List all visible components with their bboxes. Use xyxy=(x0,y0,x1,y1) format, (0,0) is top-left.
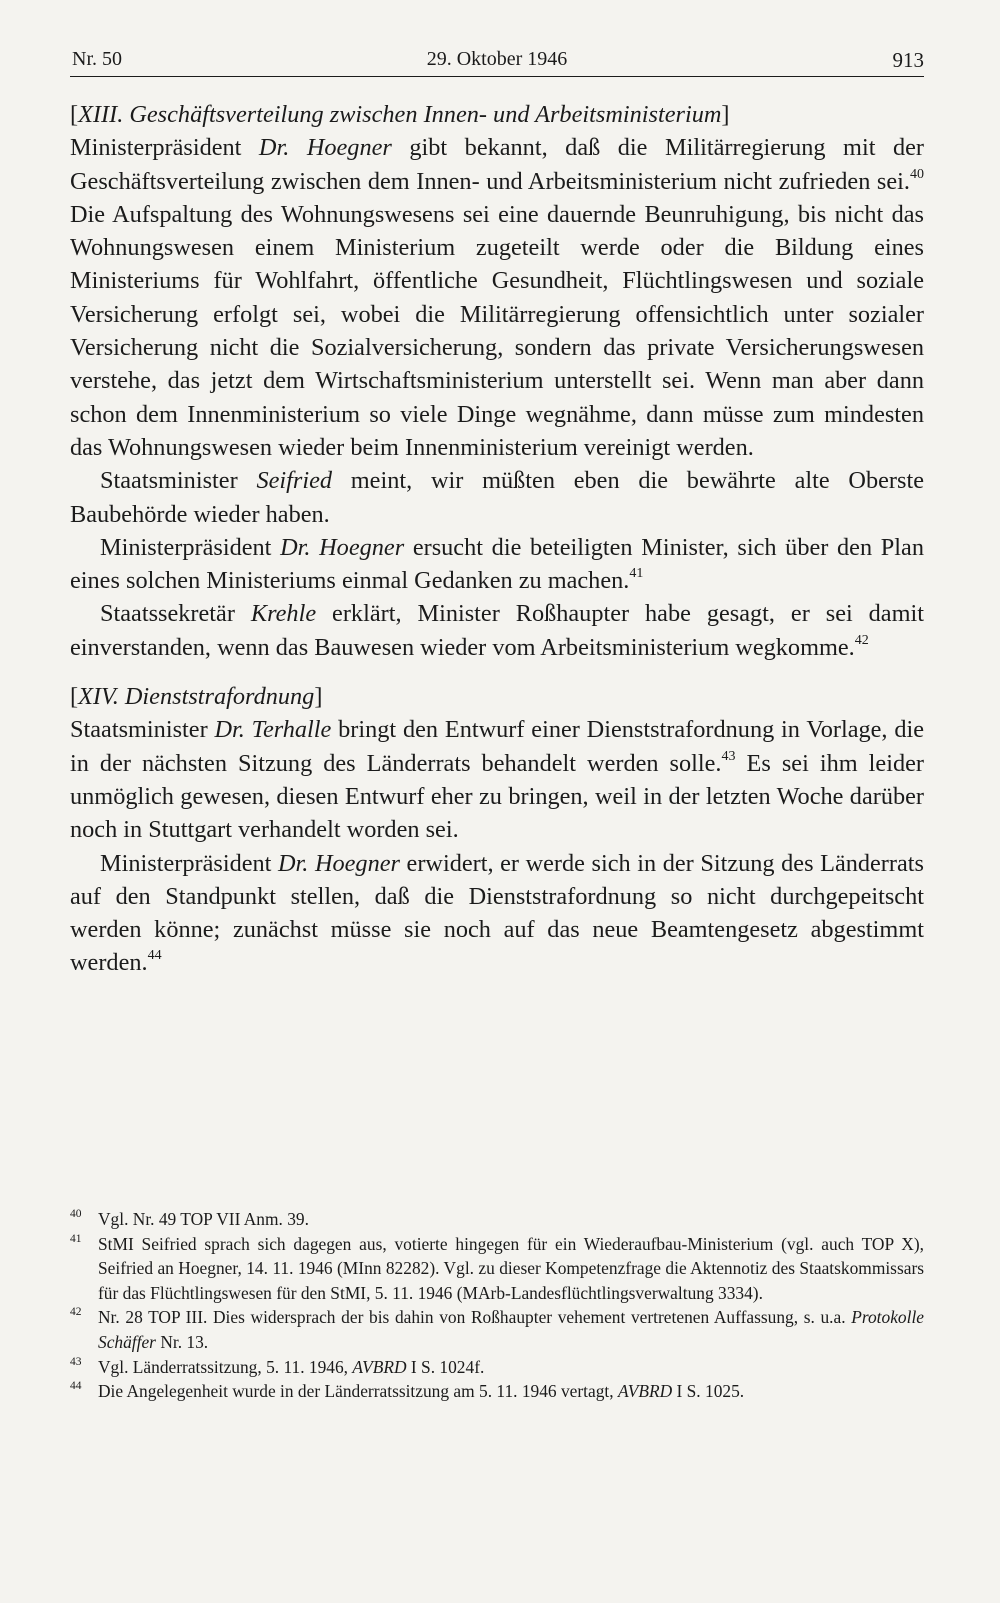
footnote xyxy=(70,1232,924,1306)
header-date: 29. Oktober 1946 xyxy=(426,48,568,70)
bracket-open: [ xyxy=(70,101,79,128)
speaker-name: Seifried xyxy=(256,467,333,495)
text-run: Ministerpräsident xyxy=(70,134,259,162)
paragraph xyxy=(70,464,924,531)
footnote xyxy=(70,1207,924,1232)
speaker-name: Dr. Hoegner xyxy=(258,134,392,162)
footnote-text: I S. 1025. xyxy=(672,1381,745,1402)
page-number: 913 xyxy=(892,48,924,72)
source-title: Protokolle Schäffer xyxy=(98,1307,924,1352)
text-run: Ministerpräsident xyxy=(100,849,278,877)
text-run: Die Aufspaltung des Wohnungswesens sei eine dauernde Beunruhigung, bis nicht das Wohnungswesen einem Ministerium zugeteilt werde oder die Bildung eines Ministeriums für Wohlfahrt, öffentliche Gesundheit, Flüchtlingswesen und soziale Versicherung erfolgt sei, wobei die Militärregierung offensichtlich unter sozialer Versicherung nicht die Sozialversicherung, sondern das private Versicherungswesen verstehe, das jetzt dem Wirtschaftsministerium unterstellt sei. Wenn man aber dann schon dem Innenministerium so viele Dinge wegnähme, dann müsse zum mindesten das Wohnungswesen wieder beim Innenministerium vereinigt werden. xyxy=(70,200,924,461)
footnote xyxy=(70,1355,924,1380)
speaker-name: Dr. Terhalle xyxy=(214,716,332,744)
section-title: XIII. Geschäftsverteilung zwischen Innen- und Arbeitsministerium xyxy=(78,101,722,128)
text-run: erklärt, Minister Roßhaupter habe gesagt, er sei damit einverstanden, wenn das Bauwesen wieder vom Arbeitsministerium wegkomme. xyxy=(70,600,924,661)
paragraph xyxy=(70,847,924,980)
speaker-name: Dr. Hoegner xyxy=(280,533,405,561)
footnote-text: Vgl. Nr. 49 TOP VII Anm. 39. xyxy=(98,1209,309,1229)
footnote-ref: 42 xyxy=(854,632,869,648)
header-rule xyxy=(70,76,924,77)
section-title: XIV. Dienststrafordnung xyxy=(78,683,315,711)
text-run: Staatssekretär xyxy=(100,600,251,628)
paragraph xyxy=(70,597,924,664)
bracket-open: [ xyxy=(70,683,79,711)
footnote-ref: 40 xyxy=(910,166,924,182)
paragraph xyxy=(70,131,924,464)
speaker-name: Krehle xyxy=(250,600,317,628)
footnote-text: Nr. 13. xyxy=(155,1331,209,1352)
section-heading-xiii xyxy=(70,98,924,131)
footnote xyxy=(70,1305,924,1354)
section-heading-xiv xyxy=(70,680,924,713)
text-run: bringt den Entwurf einer Dienststrafordnung in Vorlage, die in der nächsten Sitzung des Länderrats behandelt werden solle. xyxy=(70,716,924,777)
bracket-close: ] xyxy=(314,683,323,711)
source-title: AVBRD xyxy=(352,1356,407,1377)
text-run: erwidert, er werde sich in der Sitzung des Länderrats auf den Standpunkt stellen, daß die Dienststrafordnung so nicht durchgepeitscht werden könne; zunächst müsse sie noch auf das neue Beamtengesetz abgestimmt werden. xyxy=(70,849,924,977)
footnote-ref: 44 xyxy=(147,948,162,964)
footnotes xyxy=(70,1207,924,1404)
footnote-text: StMI Seifried sprach sich dagegen aus, votierte hingegen für ein Wiederaufbau-Ministerium (vgl. auch TOP X), Seifried an Hoegner, 14. 11. 1946 (MInn 82282). Vgl. zu dieser Kompetenzfrage die Aktennotiz des Staatskommissars für das Flüchtlingswesen für den StMI, 5. 11. 1946 (MArb-Landesflüchtlingsverwaltung 3334). xyxy=(98,1233,924,1303)
footnote-text: Vgl. Länderratssitzung, 5. 11. 1946, xyxy=(98,1356,353,1377)
main-text xyxy=(70,98,924,980)
text-run: meint, wir müßten eben die bewährte alte Oberste Baubehörde wieder haben. xyxy=(70,467,924,528)
text-run: Es sei ihm leider unmöglich gewesen, diesen Entwurf eher zu bringen, weil in der letzten Woche darüber noch in Stuttgart verhandelt worden sei. xyxy=(70,749,924,844)
text-run: Staatsminister xyxy=(100,467,257,495)
footnote-number: 41 xyxy=(70,1232,82,1245)
footnote-ref: 43 xyxy=(721,748,736,764)
footnote-text: I S. 1024f. xyxy=(406,1356,485,1377)
footnote-text: Die Angelegenheit wurde in der Länderratssitzung am 5. 11. 1946 vertagt, xyxy=(98,1381,618,1402)
footnote-ref: 41 xyxy=(629,566,644,582)
issue-number: Nr. 50 xyxy=(72,48,122,70)
text-run: gibt bekannt, daß die Militärregierung mit der Geschäftsverteilung zwischen dem Innen- und Arbeitsministerium nicht zufrieden sei. xyxy=(70,134,924,195)
bracket-close: ] xyxy=(721,101,730,128)
footnote-number: 42 xyxy=(70,1306,82,1319)
footnote-text: Nr. 28 TOP III. Dies widersprach der bis dahin von Roßhaupter vehement vertretenen Auffassung, s. u.a. xyxy=(98,1307,852,1328)
text-run: Staatsminister xyxy=(70,716,215,744)
footnote-number: 43 xyxy=(70,1355,82,1368)
text-run: Ministerpräsident xyxy=(100,533,281,561)
speaker-name: Dr. Hoegner xyxy=(277,849,400,877)
paragraph xyxy=(70,713,924,846)
footnote-number: 40 xyxy=(70,1208,82,1220)
footnote-number: 44 xyxy=(70,1380,82,1393)
footnote xyxy=(70,1379,924,1404)
text-run: ersucht die beteiligten Minister, sich über den Plan eines solchen Ministeriums einmal Gedanken zu machen. xyxy=(70,533,924,595)
paragraph xyxy=(70,531,924,598)
source-title: AVBRD xyxy=(617,1381,673,1402)
